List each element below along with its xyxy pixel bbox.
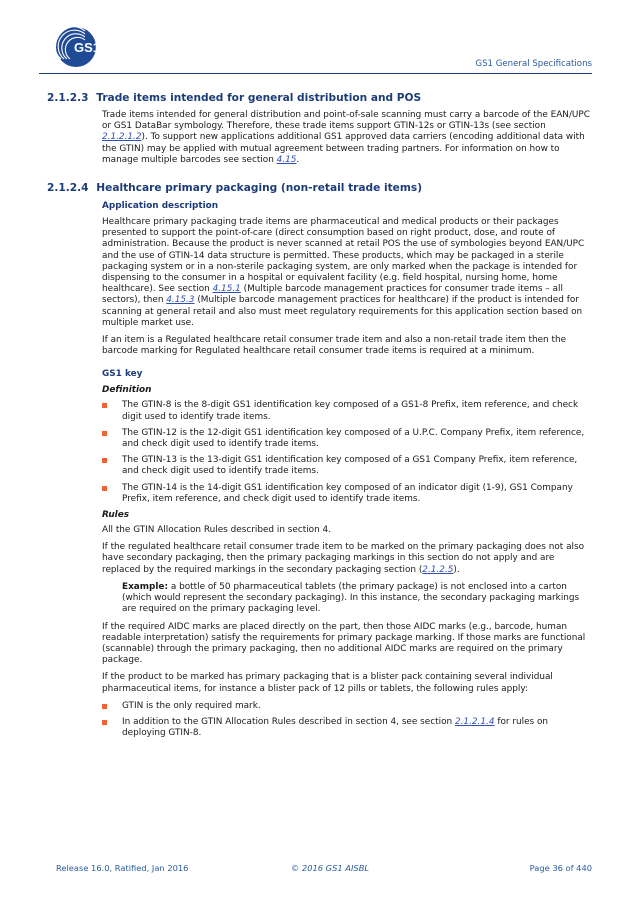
text: (Multiple barcode management practices for healthcare) if the product is intended for scanning at general retail and also must meet regulatory requirements for this application section based on multiple market use. [102,295,583,328]
section-title: Healthcare primary packaging (non-retail trade items) [96,182,423,195]
paragraph [102,217,594,329]
text: ). [453,564,460,575]
rules-heading: Rules [102,510,130,521]
bullet-icon [102,458,107,463]
text: (Multiple barcode management practices for consumer trade items – all sectors), then [102,284,563,306]
text: If the regulated healthcare retail consumer trade item to be marked on the primary packaging does not also have secondary packaging, then the primary packaging markings in this section do not apply and are replaced by the required markings in the secondary packaging section ( [102,542,585,575]
list-item-text: for rules on deploying GTIN-8. [122,716,549,739]
bullet-icon [102,403,107,408]
list-item-text: The GTIN-8 is the 8-digit GS1 identification key composed of a GS1-8 Prefix, item reference, and check digit used to identify trade items. [122,400,579,422]
list-item-text: The GTIN-12 is the 12-digit GS1 identification key composed of a U.P.C. Company Prefix, item reference, and check digit used to identify trade items. [122,427,585,450]
section-link[interactable]: 2.1.2.5 [422,564,454,575]
list-item-text: In addition to the GTIN Allocation Rules described in section 4, see section [122,716,455,727]
list-item-text: The GTIN-13 is the 13-digit GS1 identification key composed of a GS1 Company Prefix, item reference, and check digit used to identify trade items. [122,455,578,477]
footer-copyright: © 2016 GS1 AISBL [291,863,370,873]
footer-release: Release 16.0, Ratified, Jan 2016 [56,863,189,873]
paragraph: If an item is a Regulated healthcare retail consumer trade item and also a non-retail trade item then the barcode marking for Regulated healthcare retail consumer trade items is required at a minimum. [102,335,567,357]
gs1-key-heading: GS1 key [102,369,143,380]
section-link[interactable]: 4.15 [276,154,297,165]
bullet-icon [102,486,107,491]
list-item [102,455,594,477]
list-item [102,428,594,450]
list-item-text: GTIN is the only required mark. [122,700,261,711]
list-item [102,717,594,739]
definition-list [102,400,594,505]
paragraph [102,542,594,576]
page-content [47,92,594,744]
text: Trade items intended for general distribution and point-of-sale scanning must carry a barcode of the EAN/UPC or GS1 DataBar symbology. Therefore, these trade items support GTIN-12s or GTIN-13s (see section [102,110,590,132]
section-heading-2124 [47,182,594,195]
header-divider [39,73,592,74]
list-item [102,701,594,712]
example-paragraph [122,582,594,616]
text: Healthcare primary packaging trade items are pharmaceutical and medical products or their packages presented to support the point-of-care (direct consumption based on right product, dose, and route of administration. Because the product is never scanned at retail POS the use of symbologies beyond EAN/UPC and the use of GTIN-14 data structure is permitted. These products, which may be packaged in a sterile packaging system or in a non-sterile packaging system, are only marked when the package is intended for dispensing to the consumer in a hospital or equivalent facility (e.g. field hospital, nursing home, home healthcare). See section [102,217,585,295]
example-label: Example: [122,581,168,592]
bullet-icon [102,431,107,436]
list-item-text: The GTIN-14 is the 14-digit GS1 identification key composed of an indicator digit (1-9), GS1 Company Prefix, item reference, and check digit used to identify trade items. [122,482,573,504]
section-title: Trade items intended for general distribution and POS [96,92,422,104]
section-number: 2.1.2.4 [47,182,89,195]
paragraph: If the product to be marked has primary packaging that is a blister pack containing several individual pharmaceutical items, for instance a blister pack of 12 pills or tablets, the following rules apply: [102,672,553,694]
list-item [102,483,594,505]
text: a bottle of 50 pharmaceutical tablets (the primary package) is not enclosed into a carton (which would represent the secondary packaging). In this instance, the secondary packaging markings are required on the primary packaging level. [122,581,580,615]
application-description-heading: Application description [102,201,219,212]
section-link[interactable]: 4.15.3 [166,295,195,306]
section-link[interactable]: 4.15.1 [212,284,241,295]
list-item [102,400,594,422]
definition-heading: Definition [102,385,152,396]
bullet-icon [102,720,107,725]
bullet-icon [102,704,107,709]
rules-list [102,701,594,740]
gs1-logo [55,26,117,68]
logo-text: GS1 [74,40,101,55]
paragraph: All the GTIN Allocation Rules described in section 4. [102,525,332,536]
header-title: GS1 General Specifications [475,59,592,69]
paragraph: If the required AIDC marks are placed directly on the part, then those AIDC marks (e.g., barcode, human readable interpretation) satisfy the requirements for primary package marking. If those marks are functional (scannable) through the primary packaging, then no additional AIDC marks are required on the primary package. [102,621,586,666]
text: ). To support new applications additional GS1 approved data carriers (encoding additional data with the GTIN) may be applied with mutual agreement between trading partners. For information on how to manage multiple barcodes see section [102,132,585,165]
paragraph [102,110,594,166]
section-number: 2.1.2.3 [47,92,89,104]
section-link[interactable]: 2.1.2.1.4 [454,716,495,727]
footer-page-number: Page 36 of 440 [529,863,592,873]
section-link[interactable]: 2.1.2.1.2 [102,132,142,143]
section-heading-2123 [47,92,594,105]
text: . [296,154,300,165]
